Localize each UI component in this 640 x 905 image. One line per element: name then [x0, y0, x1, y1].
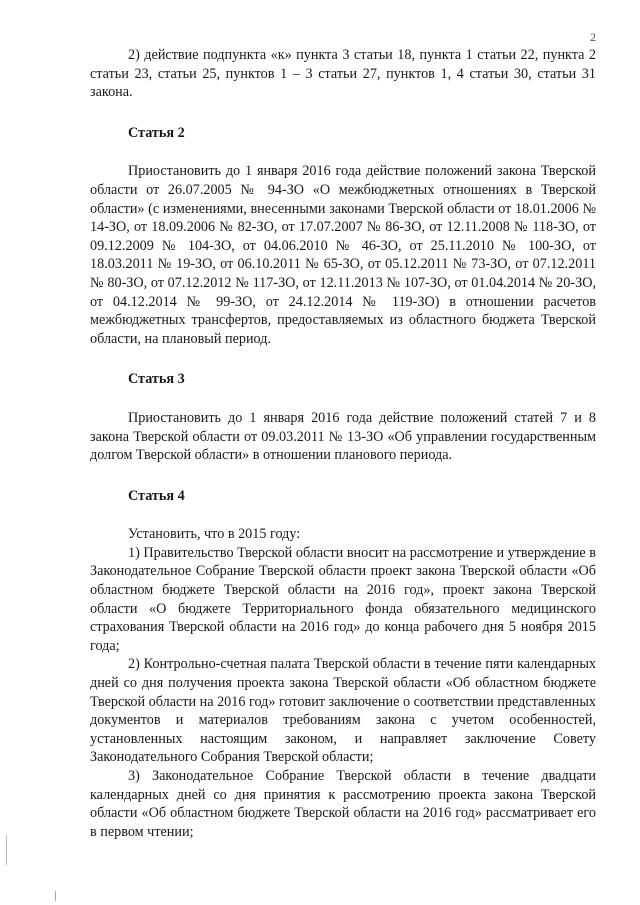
article-2-text: Приостановить до 1 января 2016 года действие положений закона Тверской области от 26.07.2005 № 94-ЗО «О межбюджетных отношениях в Тверской области» (с изменениями, внесенными законами Тверской области от 18.01.2006 № 14-ЗО, от 18.09.2006 № 82-ЗО, от 17.07.2007 № 86-ЗО, от 12.11.2008 № 118-ЗО, от 09.12.2009 № 104-ЗО, от 04.06.2010 № 46-ЗО, от 25.11.2010 № 100-ЗО, от 18.03.2011 № 19-ЗО, от 06.10.2011 № 65-ЗО, от 05.12.2011 № 73-ЗО, от 07.12.2011 № 80-ЗО, от 07.12.2012 № 117-ЗО, от 12.11.2013 № 107-ЗО, от 01.04.2014 № 20-ЗО, от 04.12.2014 № 99-ЗО, от 24.12.2014 № 119-ЗО) в отношении расчетов межбюджетных трансфертов, предоставляемых из областного бюджета Тверской области, на плановый период.	[90, 163, 596, 347]
article-2-heading: Статья 2	[128, 124, 185, 141]
article-4-item-2: 2) Контрольно-счетная палата Тверской области в течение пяти календарных дней со дня получения проекта закона Тверской области «Об областном бюджете Тверской области на 2016 год» готовит заключение о соответствии представленных документов и материалов требованиям закона с учетом особенностей, установленных настоящим законом, и направляет заключение Совету Законодательного Собрания Тверской области;	[90, 656, 596, 766]
document-body	[90, 46, 596, 841]
article-4-item-1: 1) Правительство Тверской области вносит на рассмотрение и утверждение в Законодательное Собрание Тверской области проект закона Тверской области «Об областном бюджете Тверской области на 2016 год», проект закона Тверской области «О бюджете Территориального фонда обязательного медицинского страхования Тверской области на 2016 год» до конца рабочего дня 5 ноября 2015 года;	[90, 544, 596, 654]
scan-edge-mark	[6, 835, 7, 865]
article-4-item-3: 3) Законодательное Собрание Тверской области в течение двадцати календарных дней со дня принятия к рассмотрению проекта закона Тверской области «Об областном бюджете Тверской области на 2016 год» рассматривает его в первом чтении;	[90, 768, 596, 840]
scan-foot-mark	[55, 891, 56, 901]
article-3-text: Приостановить до 1 января 2016 года действие положений статей 7 и 8 закона Тверской области от 09.03.2011 № 13-ЗО «Об управлении государственным долгом Тверской области» в отношении планового периода.	[90, 409, 596, 464]
page-number: 2	[590, 30, 596, 44]
paragraph-item-2: 2) действие подпункта «к» пункта 3 статьи 18, пункта 1 статьи 22, пункта 2 статьи 23, статьи 25, пунктов 1 – 3 статьи 27, пунктов 1, 4 статьи 30, статьи 31 закона.	[90, 47, 596, 101]
article-4-heading: Статья 4	[128, 487, 185, 504]
article-3-heading: Статья 3	[128, 371, 185, 388]
article-4-intro: Установить, что в 2015 году:	[128, 526, 301, 543]
